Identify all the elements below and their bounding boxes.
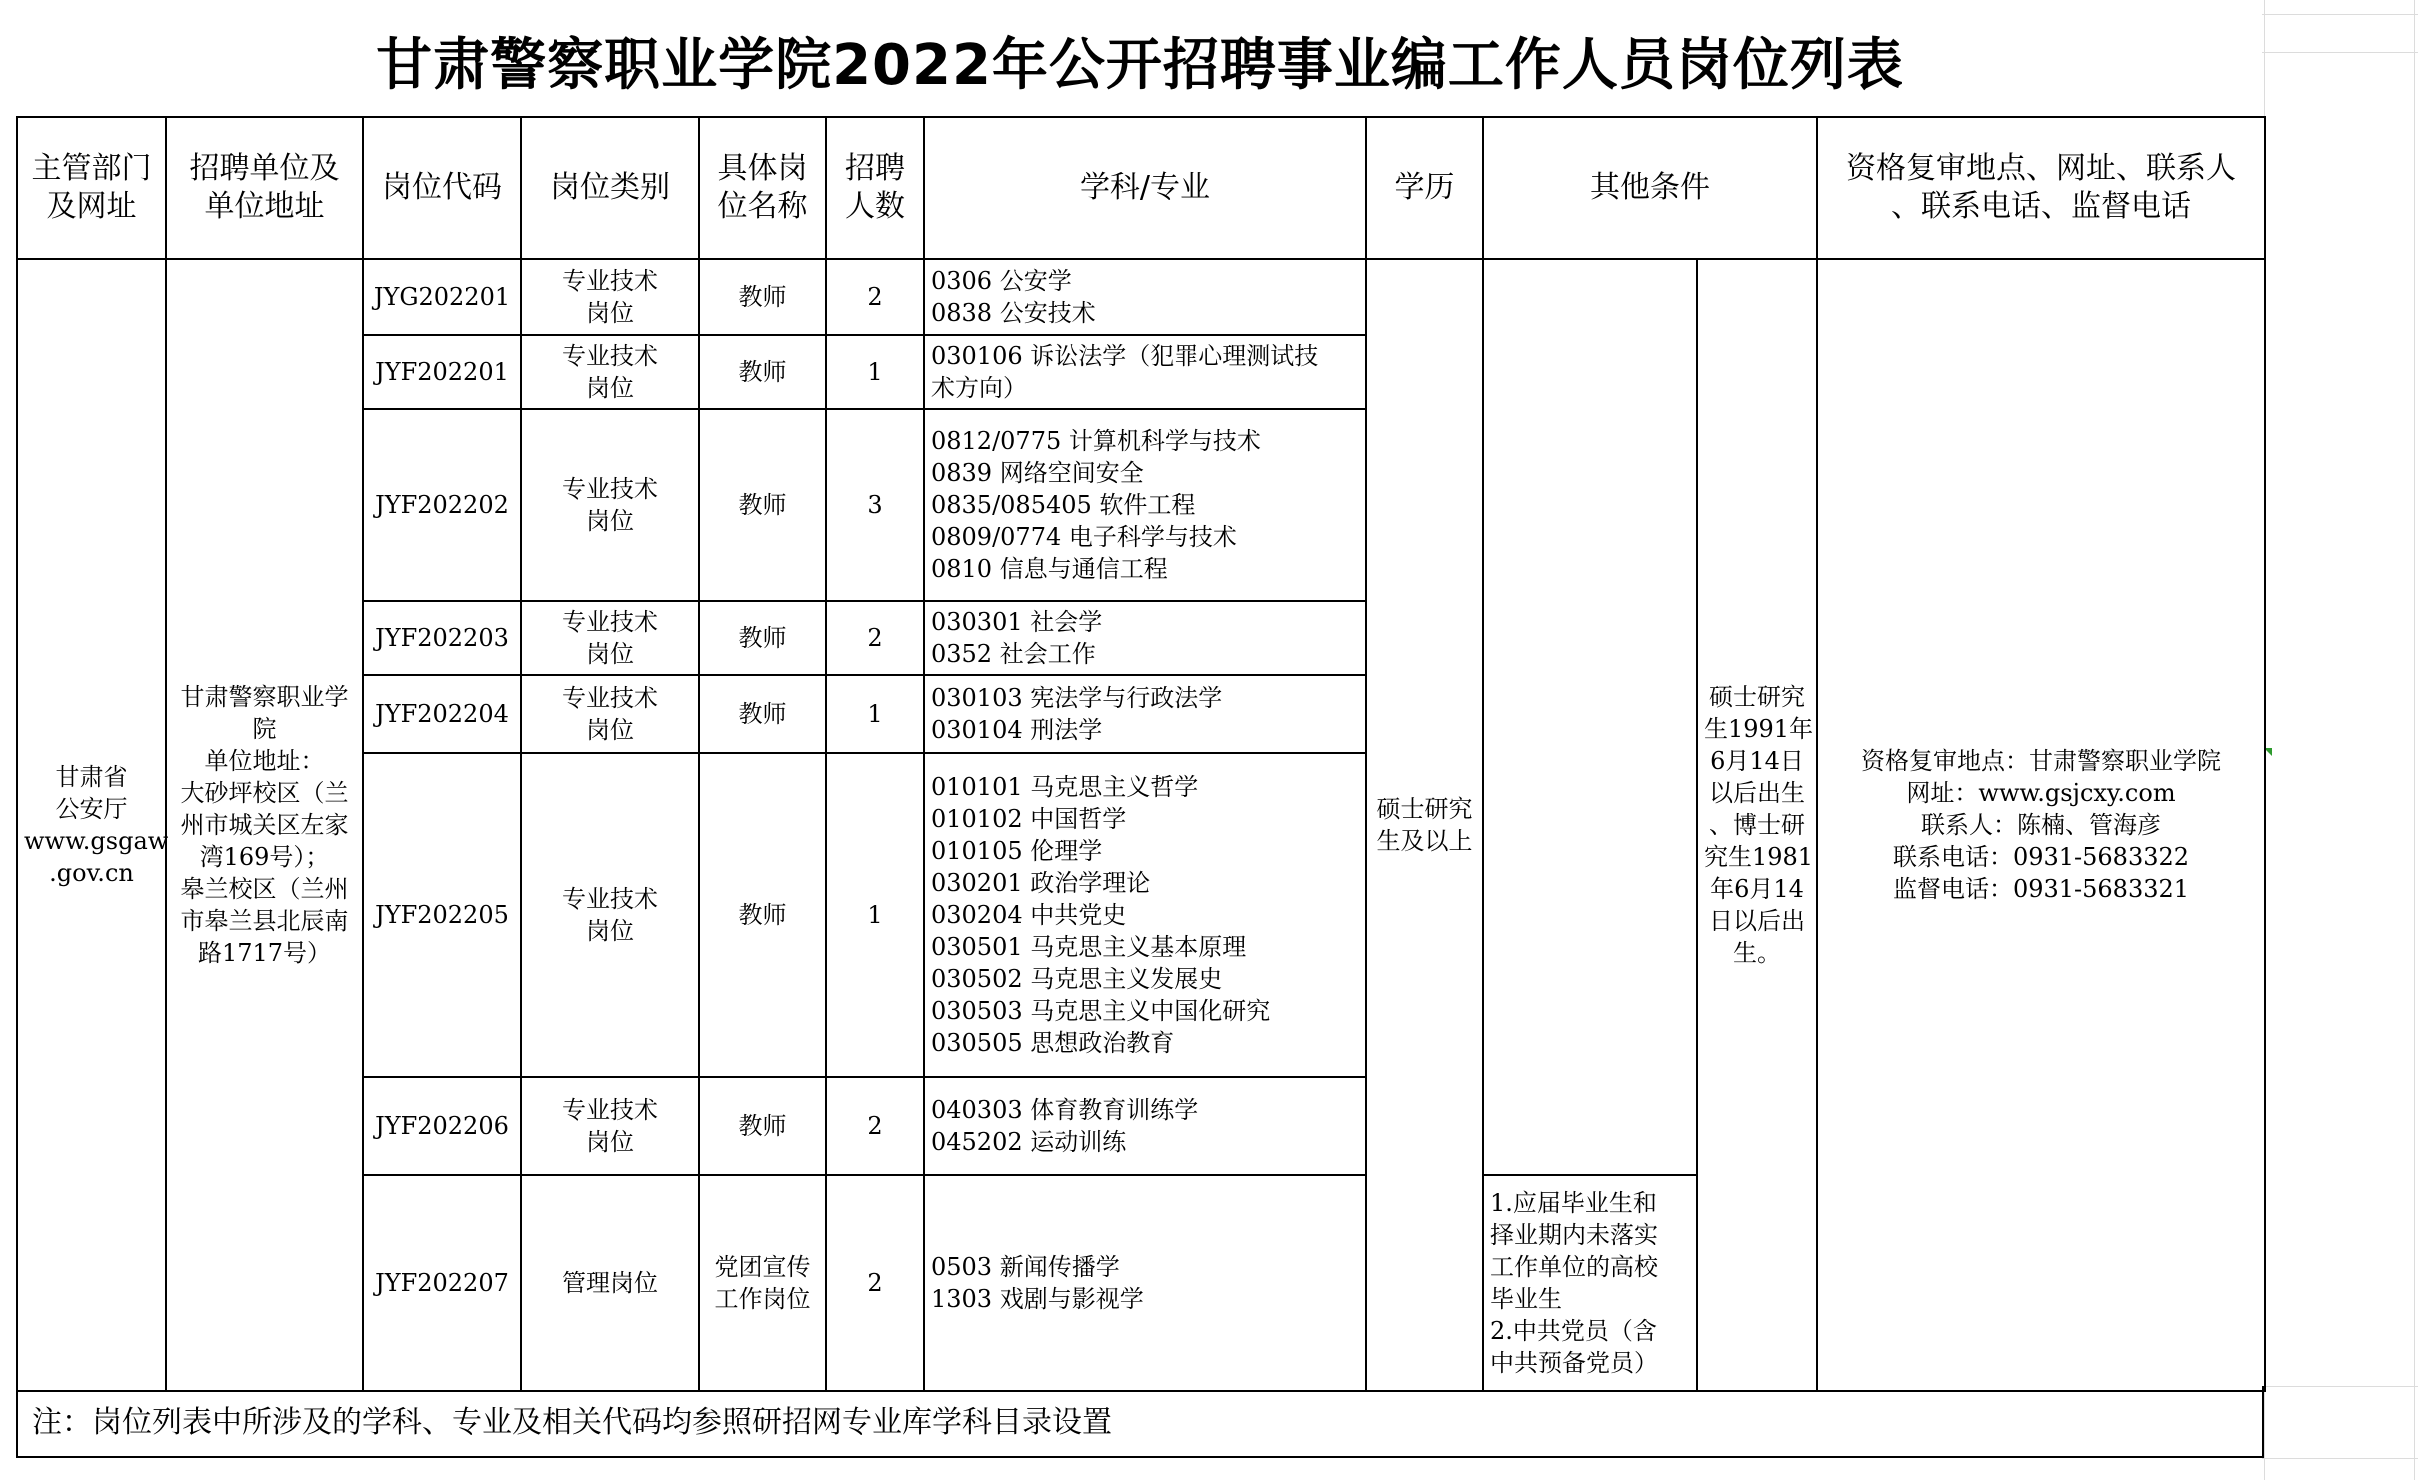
major-cell: 030301 社会学 0352 社会工作 bbox=[924, 601, 1366, 675]
code-cell: JYF202201 bbox=[363, 335, 521, 409]
header-unit: 招聘单位及 单位地址 bbox=[166, 117, 363, 259]
header-education: 学历 bbox=[1366, 117, 1483, 259]
category-cell: 专业技术 岗位 bbox=[521, 409, 699, 601]
position-cell: 教师 bbox=[699, 409, 826, 601]
position-cell: 教师 bbox=[699, 335, 826, 409]
footnote: 注：岗位列表中所涉及的学科、专业及相关代码均参照研招网专业库学科目录设置 bbox=[32, 1405, 1112, 1440]
count-cell: 2 bbox=[826, 259, 924, 335]
position-cell: 教师 bbox=[699, 259, 826, 335]
position-cell: 教师 bbox=[699, 1077, 826, 1175]
position-cell: 党团宣传 工作岗位 bbox=[699, 1175, 826, 1391]
count-cell: 1 bbox=[826, 675, 924, 753]
count-cell: 1 bbox=[826, 753, 924, 1077]
table-row bbox=[17, 259, 2265, 335]
unit-cell: 甘肃警察职业学 院 单位地址： 大砂坪校区（兰 州市城关区左家 湾169号）； 皋兰校区（兰州 市皋兰县北辰南 路1717号） bbox=[166, 259, 363, 1391]
major-cell: 030106 诉讼法学（犯罪心理测试技 术方向） bbox=[924, 335, 1366, 409]
category-cell: 专业技术 岗位 bbox=[521, 335, 699, 409]
category-cell: 专业技术 岗位 bbox=[521, 259, 699, 335]
header-row bbox=[17, 117, 2265, 259]
category-cell: 管理岗位 bbox=[521, 1175, 699, 1391]
count-cell: 1 bbox=[826, 335, 924, 409]
sheet-gridline bbox=[2414, 0, 2415, 1480]
header-dept: 主管部门 及网址 bbox=[17, 117, 166, 259]
code-cell: JYF202205 bbox=[363, 753, 521, 1077]
dept-cell: 甘肃省 公安厅 www.gsgaw .gov.cn bbox=[17, 259, 166, 1391]
footnote-row bbox=[16, 1386, 2264, 1458]
code-cell: JYF202206 bbox=[363, 1077, 521, 1175]
code-cell: JYF202204 bbox=[363, 675, 521, 753]
header-contact: 资格复审地点、网址、联系人 、联系电话、监督电话 bbox=[1817, 117, 2265, 259]
positions-table bbox=[16, 116, 2266, 1392]
header-position: 具体岗 位名称 bbox=[699, 117, 826, 259]
age-condition-cell: 硕士研究 生1991年 6月14日 以后出生 、博士研 究生1981 年6月14 日以后出 生。 bbox=[1697, 259, 1817, 1391]
header-code: 岗位代码 bbox=[363, 117, 521, 259]
code-cell: JYF202203 bbox=[363, 601, 521, 675]
count-cell: 2 bbox=[826, 601, 924, 675]
sheet-gridline bbox=[2262, 52, 2418, 53]
page-title: 甘肃警察职业学院2022年公开招聘事业编工作人员岗位列表 bbox=[376, 33, 1904, 98]
sheet-gridline bbox=[2262, 1386, 2418, 1387]
sheet-gridline bbox=[2262, 14, 2418, 15]
empty-condition-cell bbox=[1483, 259, 1697, 1175]
count-cell: 2 bbox=[826, 1175, 924, 1391]
category-cell: 专业技术 岗位 bbox=[521, 601, 699, 675]
category-cell: 专业技术 岗位 bbox=[521, 753, 699, 1077]
grad-condition-cell: 1.应届毕业生和 择业期内未落实 工作单位的高校 毕业生 2.中共党员（含 中共预备党员） bbox=[1483, 1175, 1697, 1391]
position-cell: 教师 bbox=[699, 675, 826, 753]
category-cell: 专业技术 岗位 bbox=[521, 1077, 699, 1175]
contact-cell: 资格复审地点：甘肃警察职业学院 网址：www.gsjcxy.com 联系人：陈楠、管海彦 联系电话：0931-5683322 监督电话：0931-5683321 bbox=[1817, 259, 2265, 1391]
count-cell: 2 bbox=[826, 1077, 924, 1175]
major-cell: 0812/0775 计算机科学与技术 0839 网络空间安全 0835/085405 软件工程 0809/0774 电子科学与技术 0810 信息与通信工程 bbox=[924, 409, 1366, 601]
major-cell: 0306 公安学 0838 公安技术 bbox=[924, 259, 1366, 335]
major-cell: 040303 体育教育训练学 045202 运动训练 bbox=[924, 1077, 1366, 1175]
major-cell: 010101 马克思主义哲学 010102 中国哲学 010105 伦理学 030201 政治学理论 030204 中共党史 030501 马克思主义基本原理 030502 马克思主义发展史 030503 马克思主义中国化研究 030505 思想政治教育 bbox=[924, 753, 1366, 1077]
header-other: 其他条件 bbox=[1483, 117, 1817, 259]
code-cell: JYF202202 bbox=[363, 409, 521, 601]
header-count: 招聘 人数 bbox=[826, 117, 924, 259]
code-cell: JYG202201 bbox=[363, 259, 521, 335]
education-cell: 硕士研究 生及以上 bbox=[1366, 259, 1483, 1391]
position-cell: 教师 bbox=[699, 753, 826, 1077]
code-cell: JYF202207 bbox=[363, 1175, 521, 1391]
header-category: 岗位类别 bbox=[521, 117, 699, 259]
category-cell: 专业技术 岗位 bbox=[521, 675, 699, 753]
major-cell: 030103 宪法学与行政法学 030104 刑法学 bbox=[924, 675, 1366, 753]
sheet-gridline bbox=[2262, 1458, 2418, 1459]
major-cell: 0503 新闻传播学 1303 戏剧与影视学 bbox=[924, 1175, 1366, 1391]
header-major: 学科/专业 bbox=[924, 117, 1366, 259]
position-cell: 教师 bbox=[699, 601, 826, 675]
count-cell: 3 bbox=[826, 409, 924, 601]
